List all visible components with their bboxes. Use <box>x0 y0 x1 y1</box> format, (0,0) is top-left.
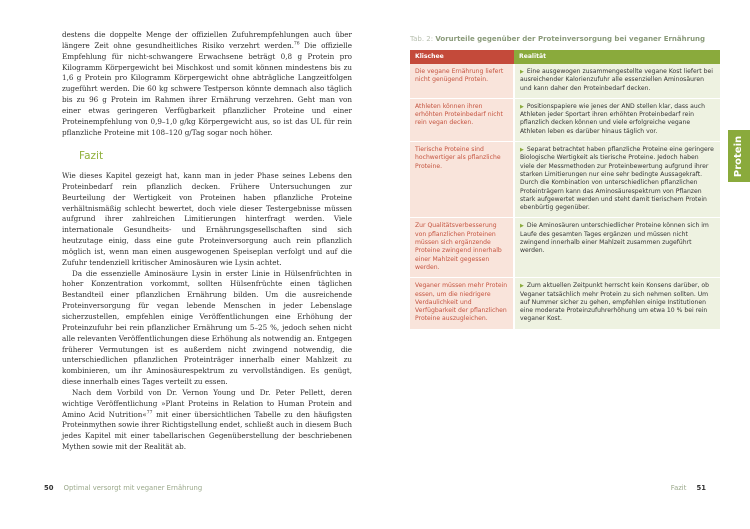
triangle-bullet-icon: ▶ <box>520 147 524 154</box>
reality-cell <box>514 278 720 329</box>
fazit-paragraph-2: Da die essenzielle Aminosäure Lysin in erster Linie in Hülsenfrüchten in hoher Konzentration vorkommt, sollten Hülsenfrüchte einen täglichen Bestandteil einer pflanzlichen Ernährung bilden. Um die ausreichende Proteinversorgung für vegan lebende Menschen in jeder Lebenslage sicherzustellen, empfehlen einige Veröffentlichungen eine Erhöhung der Proteinzufuhr bei rein pflanzlicher Ernährung um 5–25 %, jedoch sehen nicht alle relevanten Veröffentlichungen diese Erhöhung als notwendig an. Entgegen früherer Vermutungen ist es außerdem nicht zwingend notwendig, die unterschiedlichen pflanzlichen Proteinträger innerhalb einer Mahlzeit zu kombinieren, um ihr Aminosäurespektrum zu vervollständigen. Es genügt, diese innerhalb eines Tages verteilt zu essen. <box>62 268 352 387</box>
text-span: Die offizielle Empfehlung für nicht-schwangere Erwachsene beträgt 0,8 g Protein pro Kilogramm Körpergewicht bei Mischkost und somit können mindestens bis zu 1,6 g Protein pro Kilogramm Körpergewicht ohne abträgliche Langzeitfolgen zugeführt werden. Die 60 kg schwere Testperson könnte demnach also täglich bis zu 96 g Protein im Rahmen ihrer Ernährung verzehren. Geht man von einer etwas geringeren Verfügbarkeit pflanzlicher Proteine und einer Proteinempfehlung von 0,9–1,0 g/kg Körpergewicht aus, so ist das UL für rein pflanzliche Proteine mit 108–120 g/Tag sogar noch höher. <box>62 40 352 137</box>
fazit-heading: Fazit <box>79 150 104 162</box>
reality-text: Die Aminosäuren unterschiedlicher Proteine können sich im Laufe des gesamten Tages ergänzen und müssen nicht zwingend innerhalb einer Mahlzeit zusammen zugeführt werden. <box>520 222 709 255</box>
reality-text: Positionspapiere wie jenes der AND stellen klar, dass auch Athleten jeder Sportart ihren erhöhten Proteinbedarf rein pflanzlich decken können und viele erfolgreiche vegane Athleten leben es darüber hinaus täglich vor. <box>520 102 705 135</box>
myth-cell: Die vegane Ernährung liefert nicht genügend Protein. <box>410 64 514 98</box>
chapter-tab-label: Protein <box>733 135 745 177</box>
right-footer <box>671 484 706 492</box>
table-row <box>410 98 720 141</box>
table-row <box>410 278 720 329</box>
triangle-bullet-icon: ▶ <box>520 103 524 110</box>
fazit-paragraph-1: Wie dieses Kapitel gezeigt hat, kann man in jeder Phase seines Lebens den Proteinbedarf rein pflanzlich decken. Frühere Untersuchungen zur Beurteilung der Wertigkeit von Proteinen haben pflanzliche Proteine verhältnismäßig schlecht bewertet, doch viele dieser Testergebnisse müssen aufgrund ihrer zahlreichen Limitierungen hinterfragt werden. Viele internationale Gesundheits- und Ernährungsgesellschaften sind sich heutzutage einig, dass eine gute Proteinversorgung auch rein pflanzlich möglich ist, wenn man einen ausgewogenen Speiseplan verfolgt und auf die Zufuhr tendenziell kritischer Aminosäuren wie Lysin achtet. <box>62 171 352 267</box>
page-number-right: 51 <box>696 484 706 492</box>
chapter-side-tab <box>728 130 750 182</box>
footer-chapter-title: Fazit <box>670 484 687 492</box>
reality-text: Zum aktuellen Zeitpunkt herrscht kein Konsens darüber, ob Veganer tatsächlich mehr Protein zu sich nehmen sollten. Um auf Nummer sicher zu gehen, empfehlen einige Institutionen eine moderate Proteinzufuhrerhöhung um etwa 10 % bei rein veganer Kost. <box>520 282 709 323</box>
fazit-paragraph-3 <box>62 388 352 453</box>
triangle-bullet-icon: ▶ <box>520 69 524 75</box>
table-title: Vorurteile gegenüber der Proteinversorgung bei veganer Ernährung <box>435 35 706 43</box>
table-row <box>410 64 720 98</box>
column-header-myth: Klischee <box>410 50 514 64</box>
table-number: Tab. 2: <box>410 35 434 43</box>
reality-cell <box>514 218 720 278</box>
table-row <box>410 142 720 218</box>
myth-cell: Athleten können ihren erhöhten Proteinbedarf nicht rein vegan decken. <box>410 98 514 141</box>
triangle-bullet-icon: ▶ <box>520 223 524 230</box>
triangle-bullet-icon: ▶ <box>520 283 524 290</box>
reality-text: Separat betrachtet haben pflanzliche Proteine eine geringere Biologische Wertigkeit als tierische Proteine. Jedoch haben viele der Messmethoden zur Proteinbewertung aufgrund ihrer starken Limitierungen nur eine sehr bedingte Aussagekraft. Durch die Kombination von unterschiedlichen pflanzlichen Proteinträgern kann das Aminosäurespektrum von Pflanzen stark aufgewertet werden und steht damit tierischem Protein ebenbürtig gegenüber. <box>520 146 714 212</box>
table-caption <box>410 35 705 43</box>
myth-cell: Zur Qualitätsverbesserung von pflanzlichen Proteinen müssen sich ergänzende Proteine zwingend innerhalb einer Mahlzeit gegessen werden. <box>410 218 514 278</box>
right-page <box>375 0 750 529</box>
reality-text: Eine ausgewogen zusammengestellte vegane Kost liefert bei ausreichender Kalorienzufuhr alle essenziellen Aminosäuren und kann daher den Proteinbedarf decken. <box>520 68 713 92</box>
footnote-ref-76: 76 <box>293 41 300 47</box>
reality-cell <box>514 98 720 141</box>
intro-paragraph <box>62 30 352 138</box>
page-number-left: 50 <box>44 484 54 492</box>
myth-reality-table <box>410 50 720 330</box>
text-span: destens die doppelte Menge der offiziellen Zufuhrempfehlungen auch über längere Zeit ohne gesundheitliches Risiko verzehrt werden. <box>62 30 352 50</box>
reality-cell <box>514 64 720 98</box>
column-header-reality: Realität <box>514 50 720 64</box>
footer-book-title: Optimal versorgt mit veganer Ernährung <box>63 484 203 492</box>
footnote-ref-77: 77 <box>146 410 153 416</box>
text-span: Nach dem Vorbild von Dr. Vernon Young und Dr. Peter Pellett, deren wichtige Veröffentlichung »Plant Proteins in Relation to Human Protein and Amino Acid Nutrition« <box>62 387 352 419</box>
table-row <box>410 218 720 278</box>
fazit-text <box>62 171 352 453</box>
reality-cell <box>514 142 720 218</box>
table-header-row <box>410 50 720 64</box>
myth-cell: Tierische Proteine sind hochwertiger als pflanzliche Proteine. <box>410 142 514 218</box>
myth-cell: Veganer müssen mehr Protein essen, um die niedrigere Verdaulichkeit und Verfügbarkeit der pflanzlichen Proteine auszugleichen. <box>410 278 514 329</box>
left-footer <box>44 484 202 492</box>
text-span: mit einer übersichtlichen Tabelle zu den häufigsten Proteinmythen sowie ihrer Richtigstellung endet, schließt auch in diesem Buch jedes Kapitel mit einer tabellarischen Gegenüberstellung der beschriebenen Mythen sowie mit der Realität ab. <box>62 409 353 452</box>
